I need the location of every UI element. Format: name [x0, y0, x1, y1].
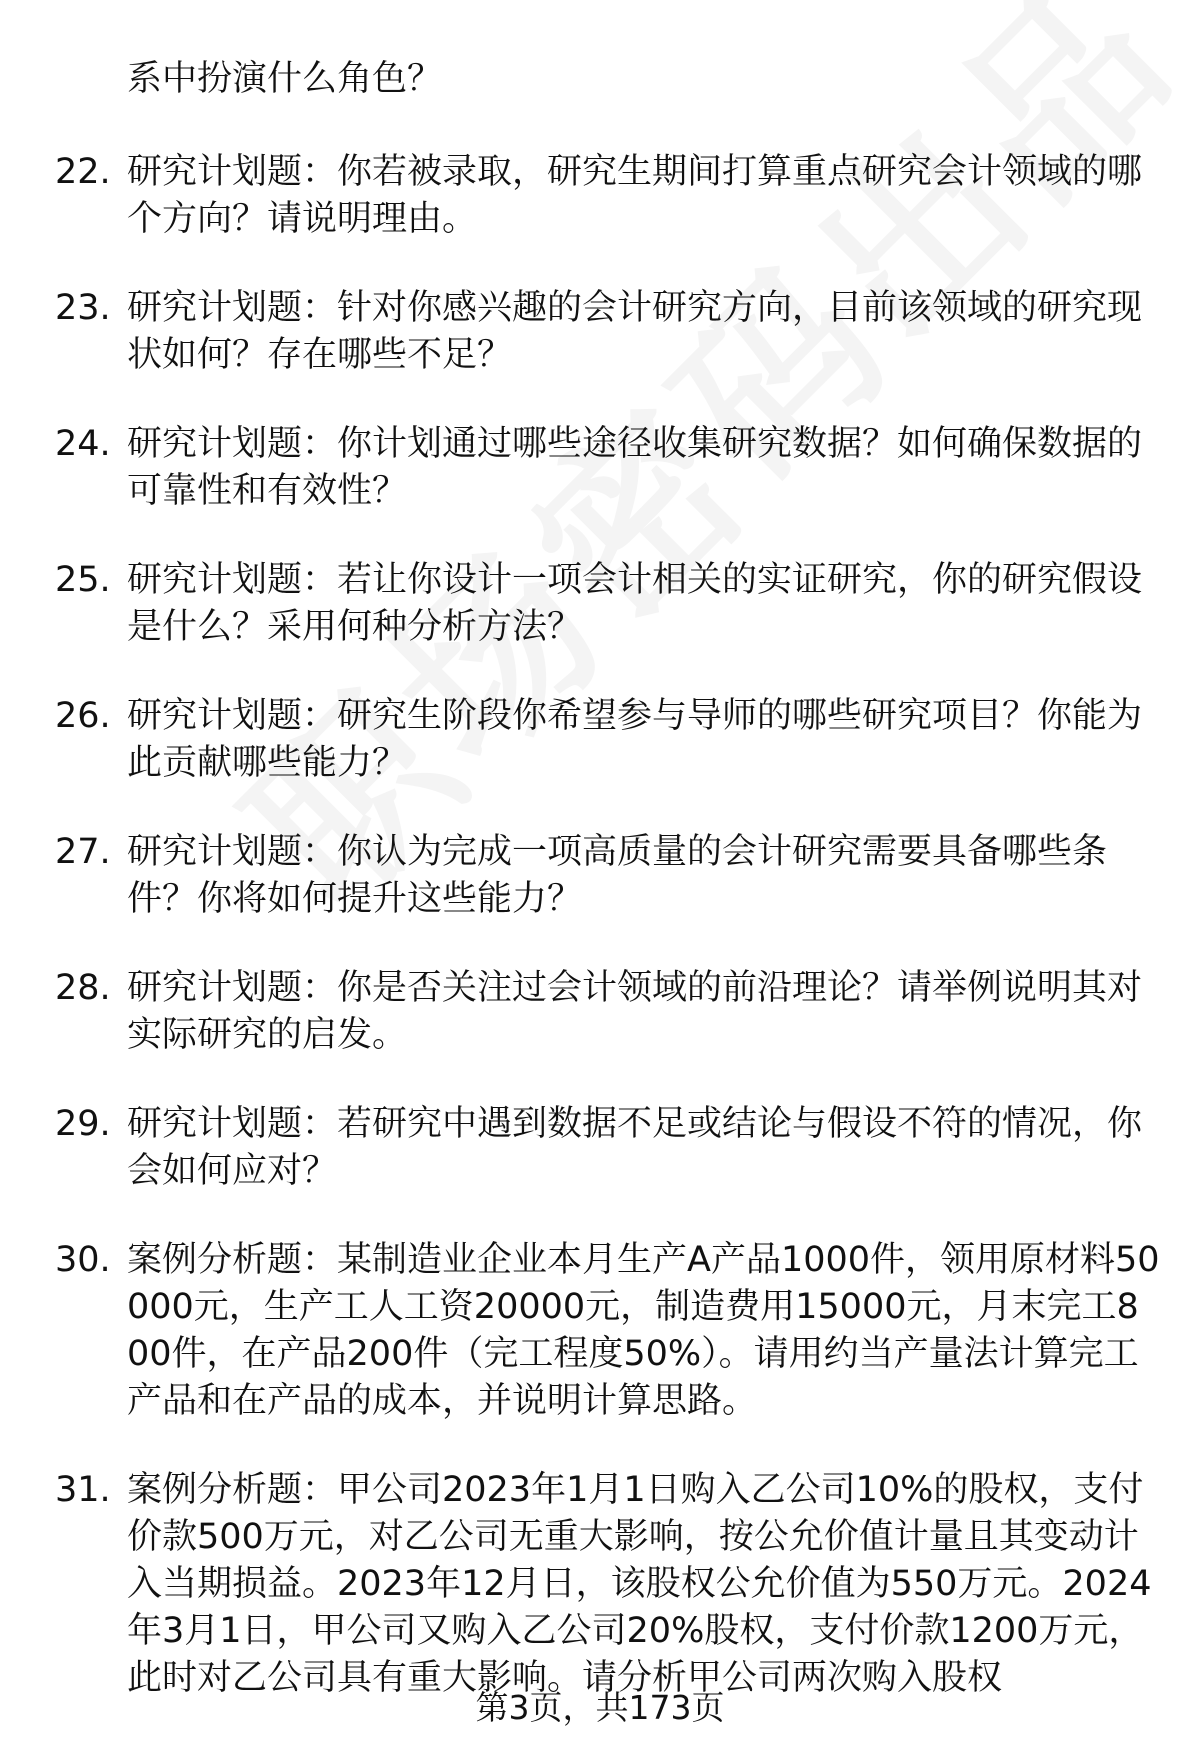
question-item — [55, 1237, 1160, 1425]
question-text: 研究计划题：研究生阶段你希望参与导师的哪些研究项目？你能为此贡献哪些能力？ — [127, 696, 1143, 783]
question-text: 研究计划题：你计划通过哪些途径收集研究数据？如何确保数据的可靠性和有效性？ — [127, 424, 1143, 511]
question-text: 研究计划题：若研究中遇到数据不足或结论与假设不符的情况，你会如何应对？ — [127, 1104, 1143, 1191]
question-number: 26. — [55, 696, 111, 736]
question-list — [55, 56, 1160, 1744]
question-item — [55, 557, 1160, 651]
page-number-footer: 第3页，共173页 — [475, 1688, 725, 1727]
continued-text: 系中扮演什么角色？ — [127, 59, 443, 99]
question-text: 案例分析题：甲公司2023年1月1日购入乙公司10%的股权，支付价款500万元，对乙公司无重大影响，按公允价值计量且其变动计入当期损益。2023年12月日，该股权公允价值为550万元。2024年3月1日，甲公司又购入乙公司20%股权，支付价款1200万元，此时对乙公司具有重大影响。请分析甲公司两次购入股权 — [127, 1470, 1152, 1698]
question-item — [55, 149, 1160, 243]
question-text: 研究计划题：你若被录取，研究生期间打算重点研究会计领域的哪个方向？请说明理由。 — [127, 152, 1143, 239]
question-text: 研究计划题：你认为完成一项高质量的会计研究需要具备哪些条件？你将如何提升这些能力？ — [127, 832, 1108, 919]
question-text: 案例分析题：某制造业企业本月生产A产品1000件，领用原材料50000元，生产工人工资20000元，制造费用15000元，月末完工800件，在产品200件（完工程度50%）。请用约当产量法计算完工产品和在产品的成本，并说明计算思路。 — [127, 1240, 1160, 1421]
question-item — [55, 285, 1160, 379]
question-item — [55, 421, 1160, 515]
question-item — [55, 693, 1160, 787]
question-number: 31. — [55, 1470, 111, 1510]
question-number: 29. — [55, 1104, 111, 1144]
question-text: 研究计划题：针对你感兴趣的会计研究方向，目前该领域的研究现状如何？存在哪些不足？ — [127, 288, 1143, 375]
question-number: 27. — [55, 832, 111, 872]
question-number: 30. — [55, 1240, 111, 1280]
question-number: 23. — [55, 288, 111, 328]
question-text: 研究计划题：若让你设计一项会计相关的实证研究，你的研究假设是什么？采用何种分析方法？ — [127, 560, 1143, 647]
question-number: 25. — [55, 560, 111, 600]
question-number: 28. — [55, 968, 111, 1008]
question-text: 研究计划题：你是否关注过会计领域的前沿理论？请举例说明其对实际研究的启发。 — [127, 968, 1143, 1055]
question-item — [55, 1101, 1160, 1195]
question-item — [55, 829, 1160, 923]
question-number: 24. — [55, 424, 111, 464]
question-item — [55, 965, 1160, 1059]
question-number: 22. — [55, 152, 111, 192]
question-item — [55, 1467, 1160, 1702]
